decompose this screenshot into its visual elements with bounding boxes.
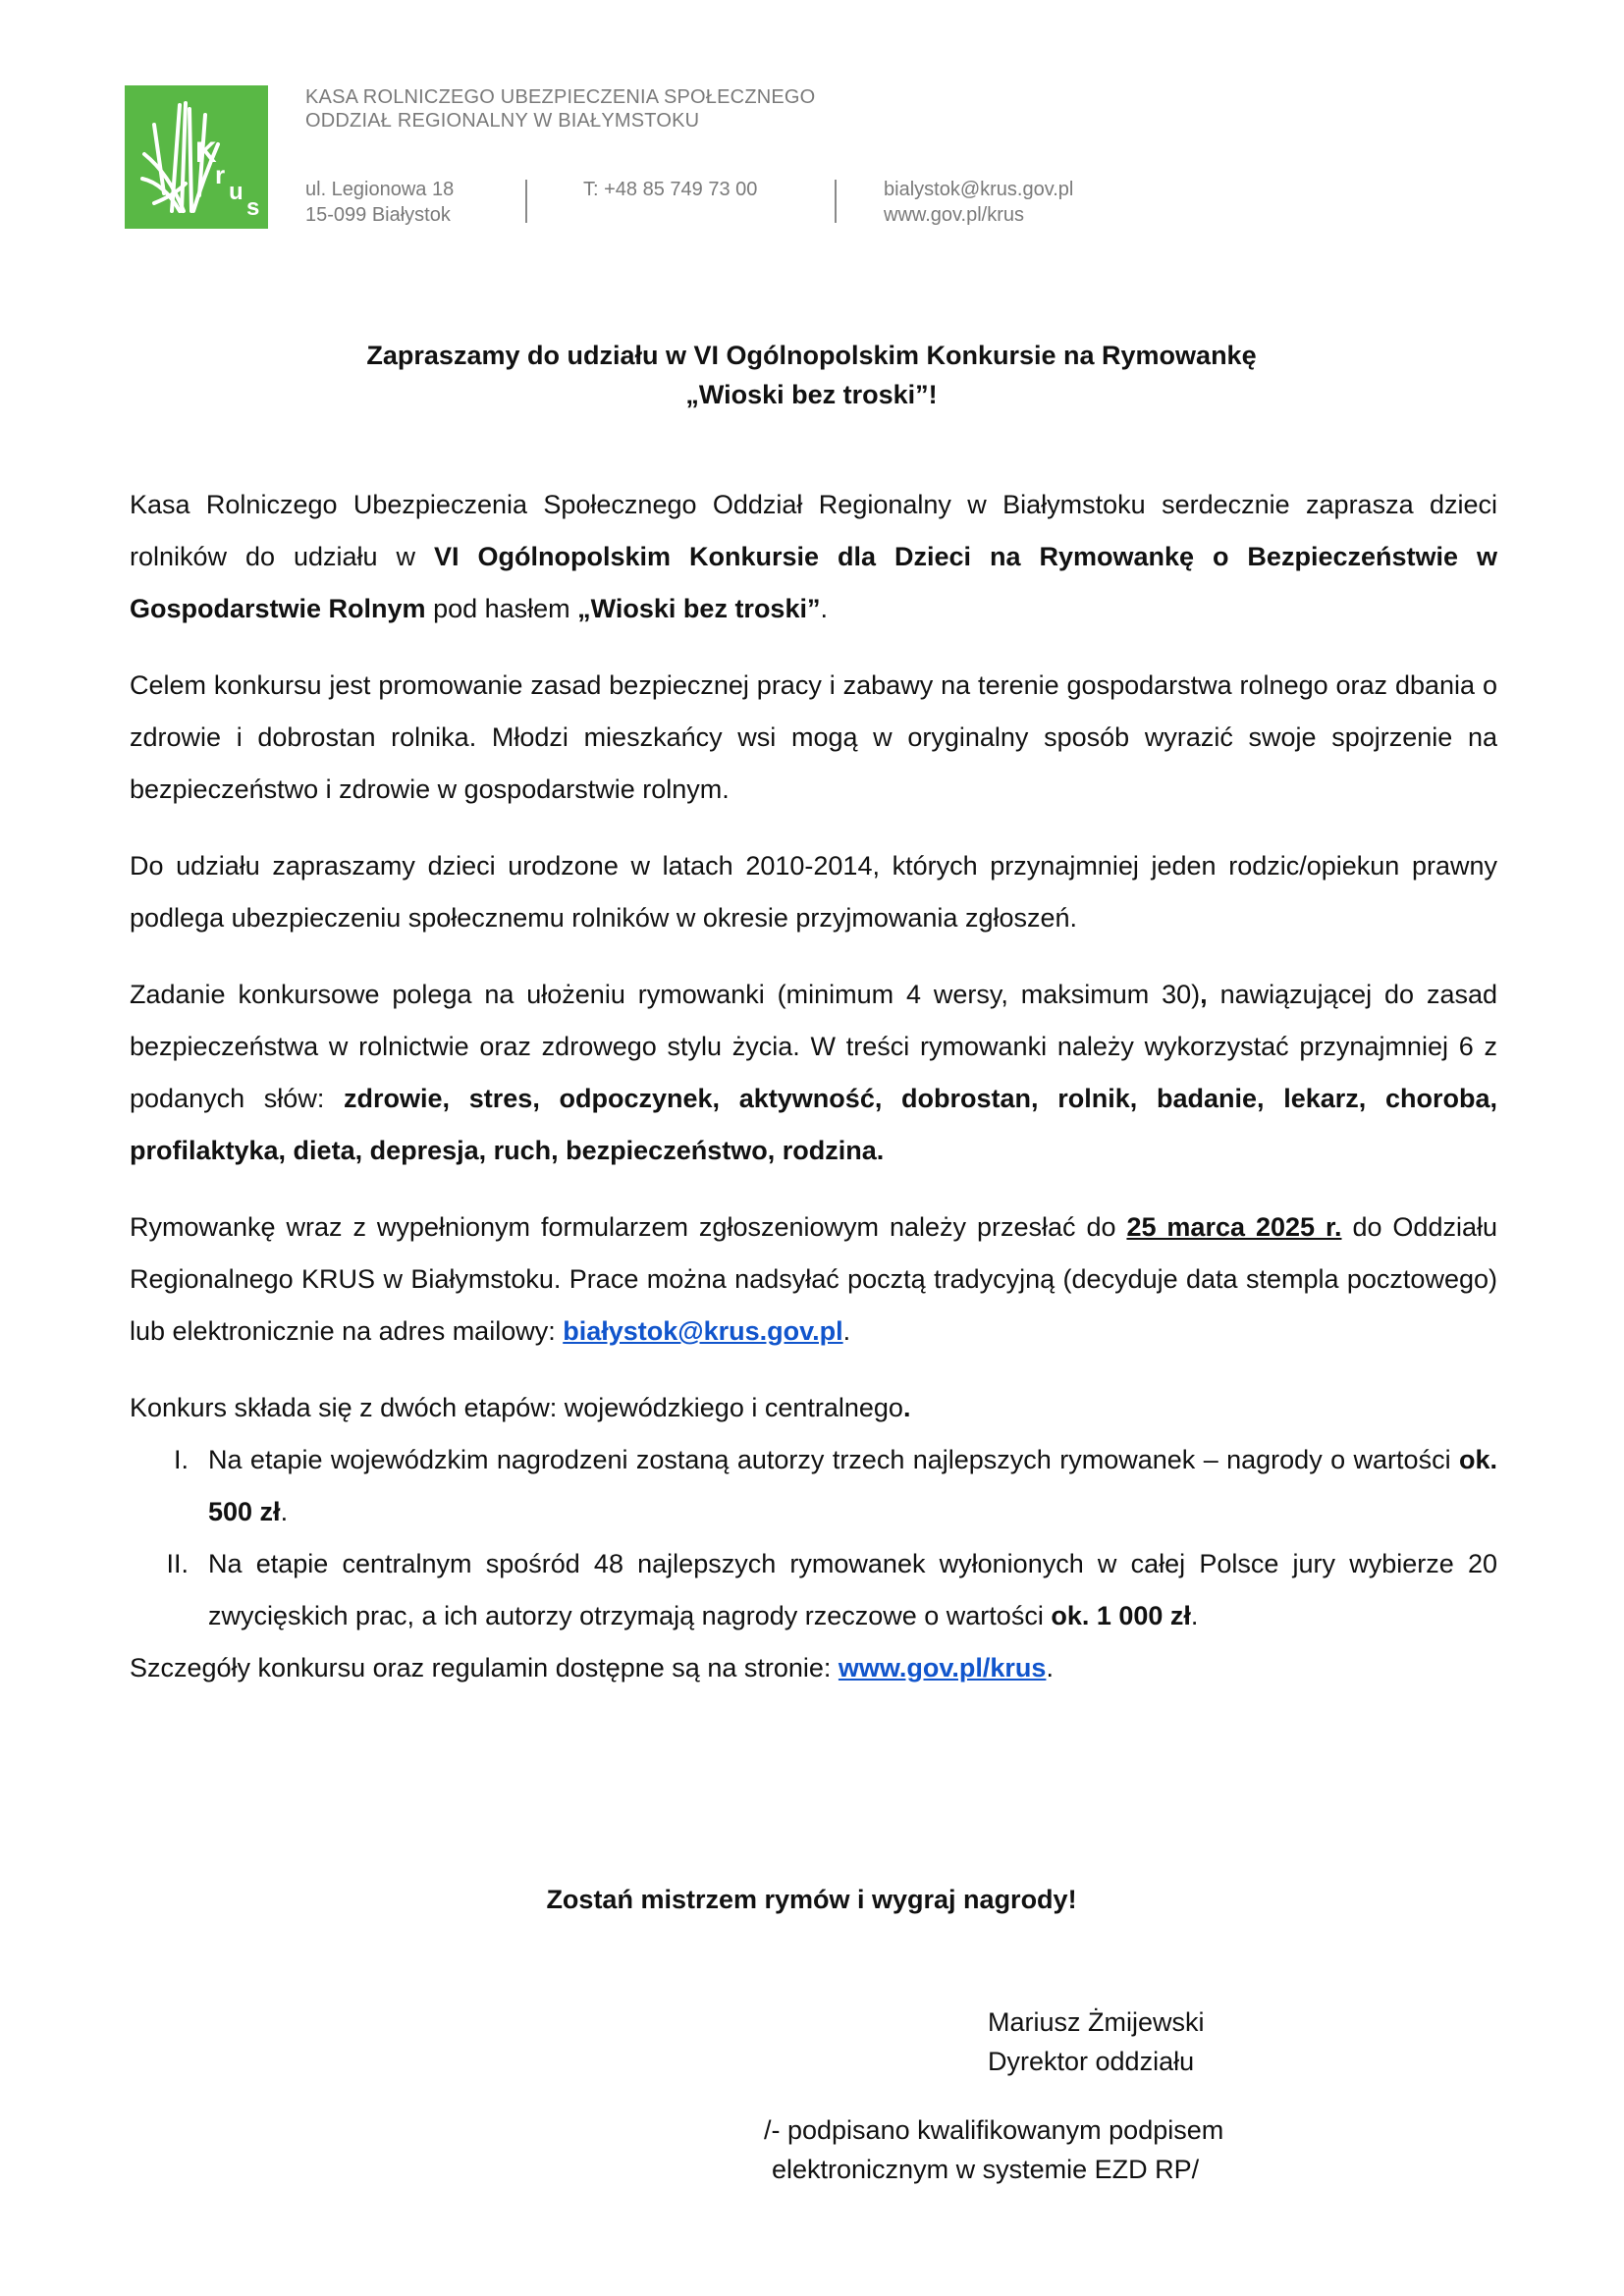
text: . xyxy=(842,1316,851,1346)
svg-text:s: s xyxy=(246,194,260,221)
address-street: ul. Legionowa 18 xyxy=(305,179,455,200)
paragraph-task xyxy=(130,969,1497,1177)
text: Rymowankę wraz z wypełnionym formularzem zgłoszeniowym należy przesłać do xyxy=(130,1212,1127,1242)
text: Zadanie konkursowe polega na ułożeniu rymowanki (minimum 4 wersy, maksimum 30) xyxy=(130,980,1201,1009)
submission-email-link[interactable]: białystok@krus.gov.pl xyxy=(563,1316,843,1346)
organization-name xyxy=(305,85,815,133)
list-item xyxy=(130,1538,1497,1642)
text: . xyxy=(1046,1653,1054,1682)
header-divider xyxy=(835,180,837,223)
text: Szczegóły konkursu oraz regulamin dostępne są na stronie: xyxy=(130,1653,839,1682)
text: . xyxy=(902,1393,911,1422)
list-number: I. xyxy=(173,1445,189,1474)
text: , xyxy=(1200,980,1208,1009)
website-link[interactable]: www.gov.pl/krus xyxy=(838,1653,1047,1682)
required-words: zdrowie, stres, odpoczynek, aktywność, dobrostan, rolnik, badanie, lekarz, choroba, profilaktyka, dieta, depresja, ruch, bezpieczeństwo, rodzina. xyxy=(130,1084,1497,1165)
contest-slogan: „Wioski bez troski” xyxy=(577,594,821,623)
list-item xyxy=(130,1434,1497,1538)
paragraph-submission xyxy=(130,1201,1497,1358)
svg-text:K: K xyxy=(195,136,217,169)
header-website[interactable]: www.gov.pl/krus xyxy=(884,204,1025,226)
contest-name: VI Ogólnopolskim Konkursie dla Dzieci na Rymowankę o Bezpieczeństwie w Gospodarstwie Rolnym xyxy=(130,542,1497,623)
krus-logo xyxy=(125,85,268,229)
org-name-line1: KASA ROLNICZEGO UBEZPIECZENIA SPOŁECZNEGO xyxy=(305,86,816,108)
phone-number: T: +48 85 749 73 00 xyxy=(583,179,758,200)
text: . xyxy=(820,594,828,623)
text: . xyxy=(280,1497,289,1526)
phone-block xyxy=(583,177,757,202)
paragraph-details xyxy=(130,1642,1497,1694)
text: . xyxy=(1190,1601,1199,1630)
e-signature-line2: elektronicznym w systemie EZD RP/ xyxy=(772,2155,1200,2184)
document-body xyxy=(130,479,1497,1719)
text: Na etapie centralnym spośród 48 najlepszych rymowanek wyłonionych w całej Polsce jury wybierze 20 zwycięskich prac, a ich autorzy otrzymają nagrody rzeczowe o wartości xyxy=(208,1549,1497,1630)
address-city: 15-099 Białystok xyxy=(305,204,451,226)
title-line1: Zapraszamy do udziału w VI Ogólnopolskim Konkursie na Rymowankę xyxy=(366,341,1257,370)
org-name-line2: ODDZIAŁ REGIONALNY W BIAŁYMSTOKU xyxy=(305,110,700,132)
svg-text:r: r xyxy=(215,160,226,189)
list-number: II. xyxy=(166,1549,189,1578)
text: Kasa Rolniczego Ubezpieczenia Społecznego Oddział Regionalny w Białymstoku serdecznie zaprasza dzieci rolników do udziału w xyxy=(130,490,1497,571)
prize-value: ok. 1 000 zł xyxy=(1051,1601,1191,1630)
signatory-name: Mariusz Żmijewski xyxy=(988,2007,1205,2037)
text: Konkurs składa się z dwóch etapów: wojewódzkiego i centralnego xyxy=(130,1393,903,1422)
document-title xyxy=(128,336,1495,414)
paragraph-invitation xyxy=(130,479,1497,635)
e-signature-line1: /- podpisano kwalifikowanym podpisem xyxy=(764,2115,1224,2145)
address-block xyxy=(305,177,454,228)
signature-block xyxy=(988,2002,1205,2081)
paragraph-stages xyxy=(130,1382,1497,1434)
header-divider xyxy=(525,180,527,223)
e-signature-note xyxy=(764,2110,1223,2189)
deadline-date: 25 marca 2025 r. xyxy=(1126,1212,1342,1242)
header-email[interactable]: bialystok@krus.gov.pl xyxy=(884,179,1074,200)
text: do Oddziału Regionalnego KRUS w Białymstoku. Prace można nadsyłać pocztą tradycyjną (decyduje data stempla pocztowego) lub elektronicznie na adres mailowy: xyxy=(130,1212,1497,1346)
text: Na etapie wojewódzkim nagrodzeni zostaną autorzy trzech najlepszych rymowanek – nagrody o wartości xyxy=(208,1445,1459,1474)
krus-logo-graphic xyxy=(125,85,268,229)
text: pod hasłem xyxy=(425,594,578,623)
web-contact-block xyxy=(884,177,1073,228)
title-line2: „Wioski bez troski”! xyxy=(685,380,938,409)
signatory-role: Dyrektor oddziału xyxy=(988,2047,1195,2076)
paragraph-eligibility: Do udziału zapraszamy dzieci urodzone w latach 2010-2014, których przynajmniej jeden rodzic/opiekun prawny podlega ubezpieczeniu społecznemu rolników w okresie przyjmowania zgłoszeń. xyxy=(130,851,1497,933)
stages-list xyxy=(130,1434,1497,1642)
letterhead xyxy=(125,85,1107,233)
svg-text:u: u xyxy=(229,179,244,205)
paragraph-goal: Celem konkursu jest promowanie zasad bezpiecznej pracy i zabawy na terenie gospodarstwa rolnego oraz dbania o zdrowie i dobrostan rolnika. Młodzi mieszkańcy wsi mogą w oryginalny sposób wyrazić swoje spojrzenie na bezpieczeństwo i zdrowie w gospodarstwie rolnym. xyxy=(130,670,1497,804)
prize-value: ok. 500 zł xyxy=(208,1445,1497,1526)
closing-slogan: Zostań mistrzem rymów i wygraj nagrody! xyxy=(546,1885,1077,1914)
text: nawiązującej do zasad bezpieczeństwa w rolnictwie oraz zdrowego stylu życia. W treści rymowanki należy wykorzystać przynajmniej 6 z podanych słów: xyxy=(130,980,1497,1113)
